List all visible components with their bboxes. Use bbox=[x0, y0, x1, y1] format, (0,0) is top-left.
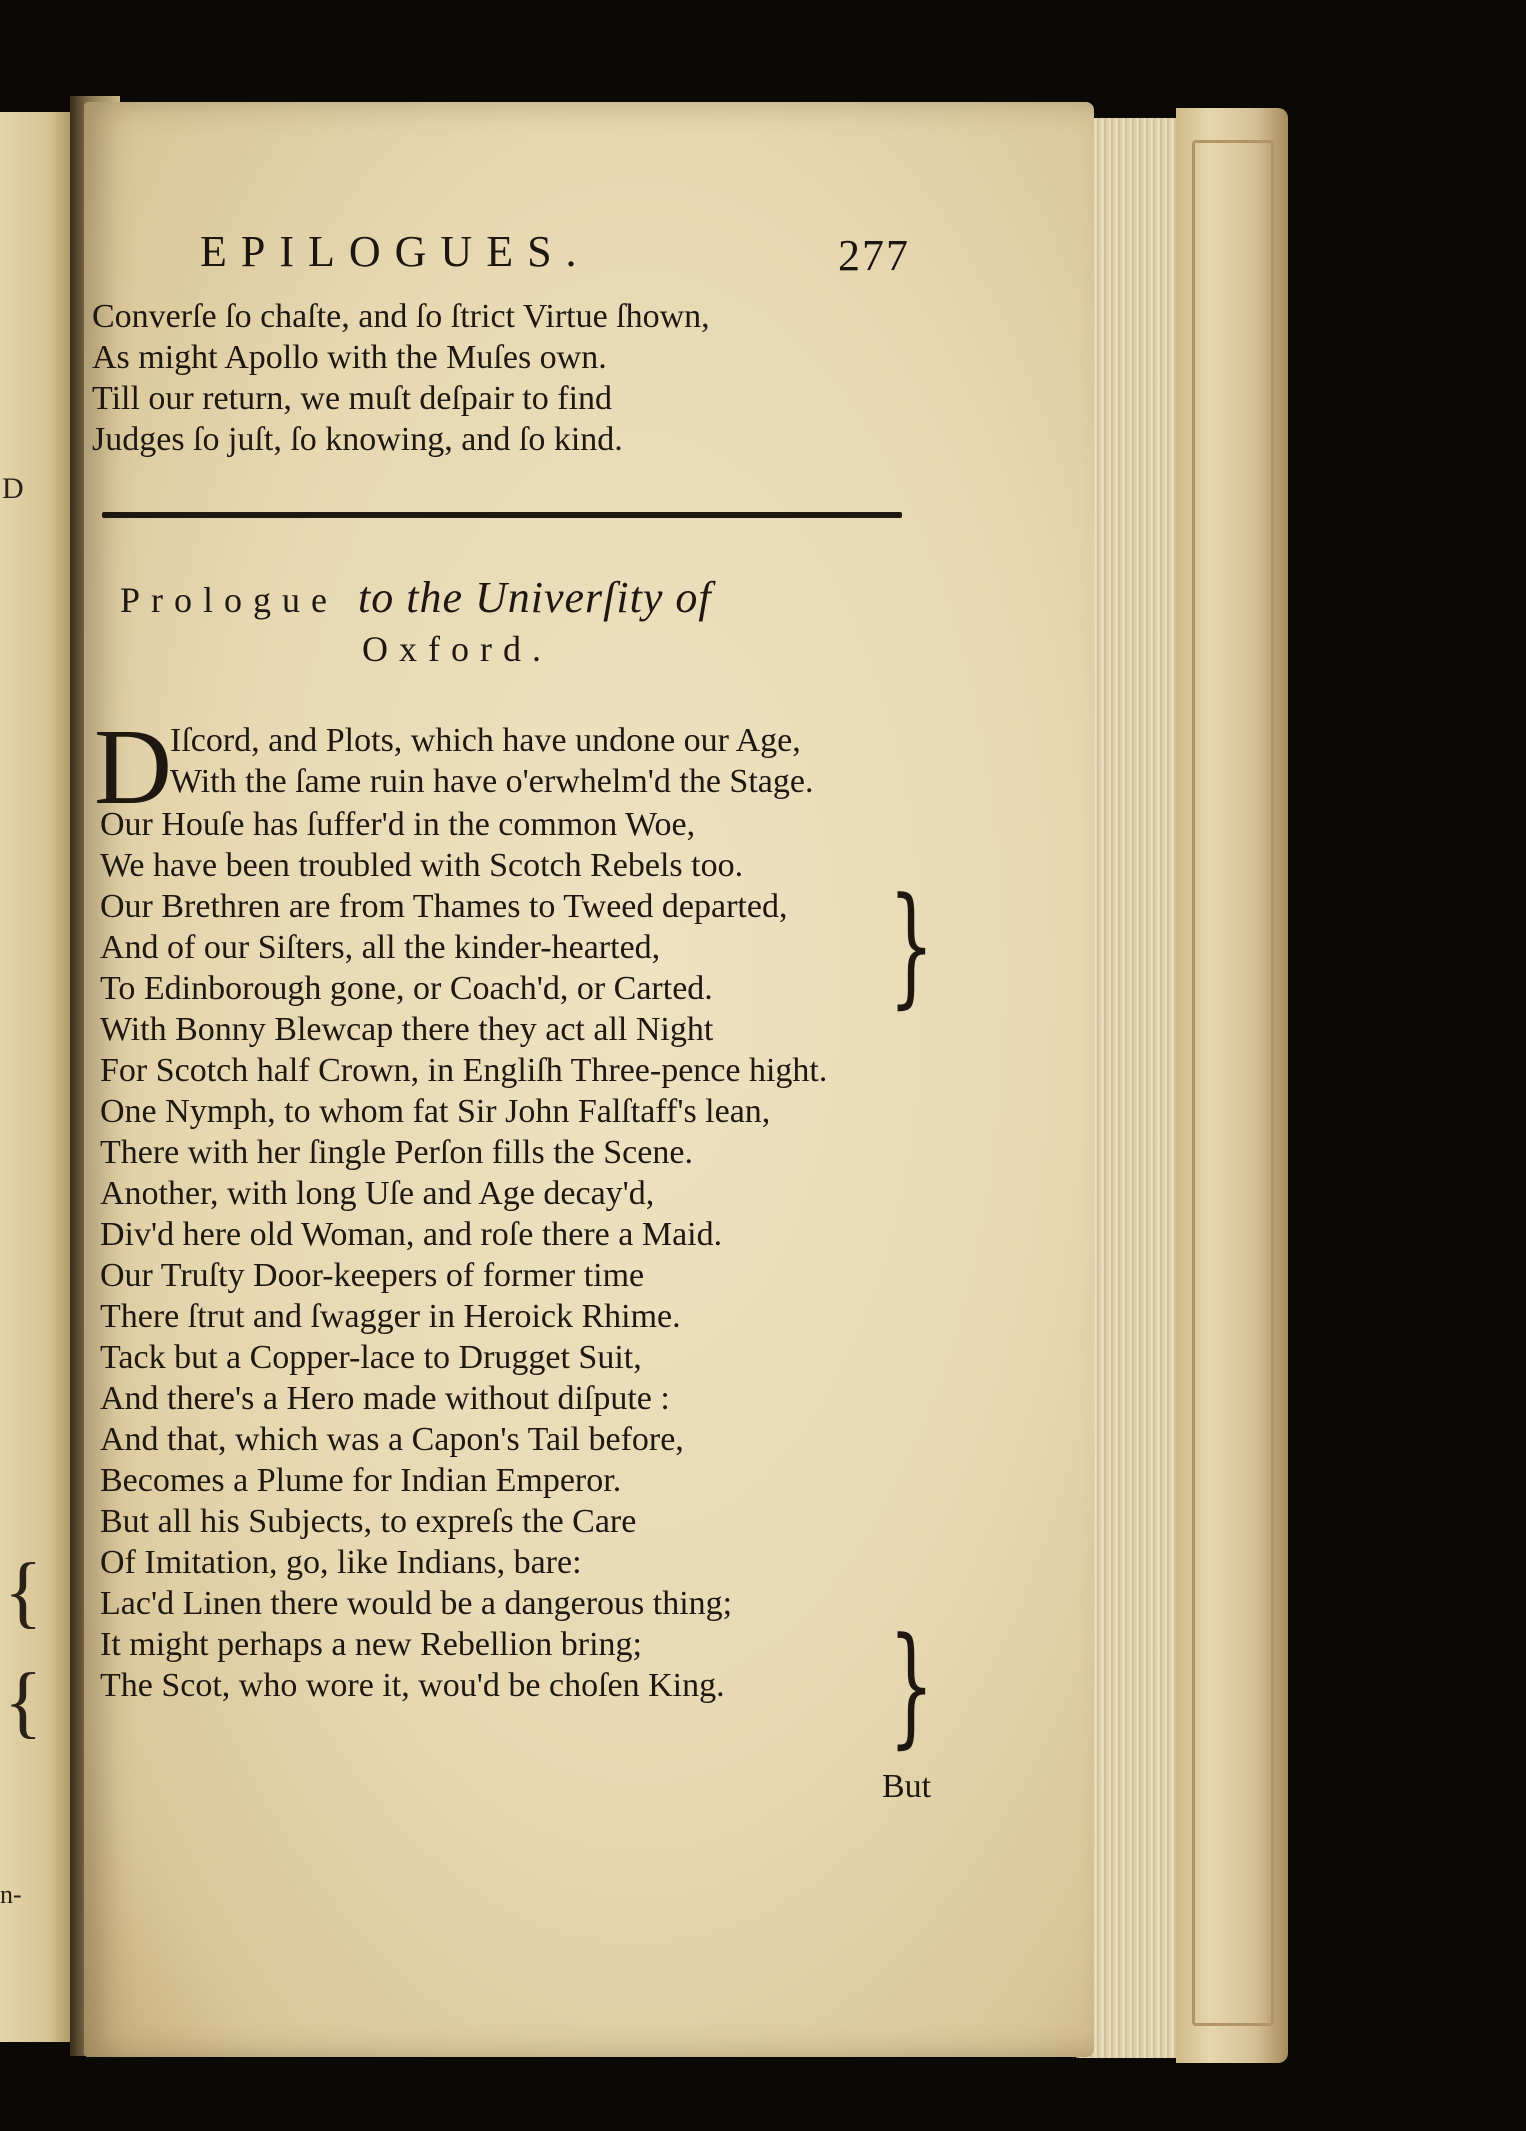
verse-line: Our Truſty Door-keepers of former time bbox=[100, 1257, 645, 1294]
title-italic: to the Univerſity of bbox=[358, 573, 712, 622]
cover-border bbox=[1192, 140, 1274, 2026]
verse-line: With the ſame ruin have o'erwhelm'd the Stage. bbox=[170, 763, 814, 800]
verse-line: Till our return, we muſt deſpair to find bbox=[92, 380, 613, 417]
verse-line: Our Brethren are from Thames to Tweed departed, bbox=[100, 888, 788, 925]
verse-line: Converſe ſo chaſte, and ſo ſtrict Virtue ſhown, bbox=[92, 298, 710, 335]
verse-line: Becomes a Plume for Indian Emperor. bbox=[100, 1462, 622, 1499]
verse-line: One Nymph, to whom fat Sir John Falſtaff's lean, bbox=[100, 1093, 771, 1130]
verse-line: Iſcord, and Plots, which have undone our Age, bbox=[170, 722, 801, 759]
verse-line: For Scotch half Crown, in Engliſh Three-pence hight. bbox=[100, 1052, 828, 1089]
verse-line: But all his Subjects, to expreſs the Care bbox=[100, 1503, 637, 1540]
poem-body bbox=[100, 804, 827, 1706]
verse-line: Our Houſe has ſuffer'd in the common Woe, bbox=[100, 806, 696, 843]
left-page-brace: { bbox=[4, 1658, 43, 1746]
verse-line: Another, with long Uſe and Age decay'd, bbox=[100, 1175, 655, 1212]
verse-line: As might Apollo with the Muſes own. bbox=[92, 339, 607, 376]
poem-opening bbox=[170, 720, 813, 802]
section-title-line-2: Oxford. bbox=[362, 629, 552, 669]
left-page-mark: n- bbox=[0, 1880, 22, 1909]
verse-line: There ſtrut and ſwagger in Heroick Rhime. bbox=[100, 1298, 681, 1335]
drop-cap: D bbox=[94, 708, 172, 827]
verse-line: Judges ſo juſt, ſo knowing, and ſo kind. bbox=[92, 421, 623, 458]
catchword: But bbox=[882, 1768, 932, 1805]
section-divider bbox=[102, 512, 902, 518]
section-title bbox=[120, 572, 712, 623]
verse-line: Of Imitation, go, like Indians, bare: bbox=[100, 1544, 582, 1581]
closing-verses bbox=[92, 296, 710, 460]
triplet-brace: } bbox=[888, 869, 935, 1021]
running-header: EPILOGUES. bbox=[200, 227, 591, 276]
left-page-mark: D bbox=[2, 472, 24, 505]
verse-line: Div'd here old Woman, and roſe there a Maid. bbox=[100, 1216, 723, 1253]
verse-line: And there's a Hero made without diſpute : bbox=[100, 1380, 670, 1417]
title-prefix: Prologue bbox=[120, 580, 338, 620]
facing-page-edge bbox=[0, 112, 78, 2042]
verse-line: To Edinborough gone, or Coach'd, or Carted. bbox=[100, 970, 713, 1007]
verse-line: Tack but a Copper-lace to Drugget Suit, bbox=[100, 1339, 642, 1376]
verse-line: With Bonny Blewcap there they act all Night bbox=[100, 1011, 714, 1048]
verse-line: There with her ſingle Perſon fills the Scene. bbox=[100, 1134, 693, 1171]
verse-line: Lac'd Linen there would be a dangerous thing; bbox=[100, 1585, 733, 1622]
left-page-brace: { bbox=[4, 1548, 43, 1636]
verse-line: It might perhaps a new Rebellion bring; bbox=[100, 1626, 642, 1663]
verse-line: We have been troubled with Scotch Rebels too. bbox=[100, 847, 744, 884]
page-number: 277 bbox=[838, 231, 910, 280]
verse-line: And that, which was a Capon's Tail before, bbox=[100, 1421, 684, 1458]
triplet-brace: } bbox=[888, 1609, 935, 1761]
verse-line: And of our Siſters, all the kinder-hearted, bbox=[100, 929, 661, 966]
verse-line: The Scot, who wore it, wou'd be choſen King. bbox=[100, 1667, 725, 1704]
